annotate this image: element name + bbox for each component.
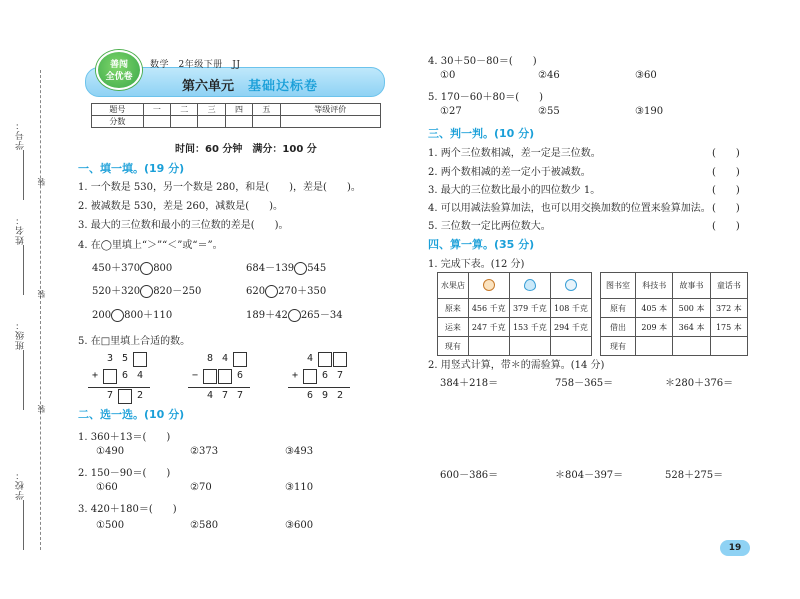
s4-q2: 2. 用竖式计算，带＊的需验算。(14 分)	[428, 360, 605, 371]
unit-title: 第六单元	[182, 79, 235, 94]
fill-box[interactable]	[203, 369, 217, 384]
student-no-line	[23, 150, 24, 200]
option[interactable]: ②46	[538, 70, 560, 81]
pear-icon	[524, 279, 536, 291]
book-table-header: 童话书	[710, 273, 747, 299]
option[interactable]: ③600	[285, 520, 314, 531]
digit: 6	[321, 370, 329, 381]
fruit-cell: 153 千克	[509, 318, 550, 337]
section1-title: 一、填一填。(19 分)	[78, 162, 185, 175]
calc-item: ＊804－397＝	[555, 470, 624, 481]
compare-circle[interactable]	[140, 262, 153, 275]
book-cell: 原有	[601, 299, 636, 318]
fruit-cell: 379 千克	[509, 299, 550, 318]
judge-answer[interactable]: ( )	[712, 203, 740, 214]
fill-box[interactable]	[118, 389, 132, 404]
compare-item: 520＋320 820－250	[92, 286, 202, 297]
school-line	[23, 500, 24, 550]
score-table	[91, 103, 381, 128]
calc-item: ＊280＋376＝	[665, 378, 734, 389]
book-table-header: 图书室	[601, 273, 636, 299]
judge-item: 1. 两个三位数相减，差一定是三位数。	[428, 148, 601, 159]
book-table-header: 故事书	[673, 273, 710, 299]
fruit-cell: 247 千克	[468, 318, 509, 337]
option[interactable]: ②373	[190, 446, 219, 457]
compare-item: 189＋42 265－34	[246, 310, 343, 321]
option[interactable]: ③493	[285, 446, 314, 457]
book-cell: 209 本	[636, 318, 673, 337]
fruit-table	[437, 272, 592, 356]
score-header-cell: 一	[143, 104, 170, 116]
s2-q3: 3. 420＋180＝( )	[78, 504, 177, 515]
compare-item: 684－139 545	[246, 263, 327, 274]
class-label: 班级：	[16, 320, 26, 350]
student-no-label: 学号：	[16, 120, 26, 150]
unit-subtitle: 基础达标卷	[248, 79, 319, 94]
vertical-sum	[288, 352, 358, 406]
digit: 6	[306, 390, 314, 401]
score-header-cell: 四	[225, 104, 252, 116]
score-input-cell[interactable]	[198, 116, 225, 128]
calc-item: 758－365＝	[555, 378, 614, 389]
compare-circle[interactable]	[265, 285, 278, 298]
fruit-cell: 456 千克	[468, 299, 509, 318]
option[interactable]: ②70	[190, 482, 212, 493]
compare-item: 620 270＋350	[246, 286, 327, 297]
time-info: 时间：60 分钟 满分：100 分	[175, 144, 317, 155]
melon-icon	[565, 279, 577, 291]
fruit-answer-cell[interactable]	[509, 337, 550, 356]
score-input-cell[interactable]	[280, 116, 380, 128]
digit: 4	[206, 390, 214, 401]
digit: 9	[321, 390, 329, 401]
binding-line	[40, 70, 41, 550]
digit: 5	[121, 353, 129, 364]
name-line	[23, 245, 24, 295]
s4-q1: 1. 完成下表。(12 分)	[428, 259, 525, 270]
digit: 7	[221, 390, 229, 401]
judge-item: 2. 两个数相减的差一定小于被减数。	[428, 167, 591, 178]
apple-icon	[483, 279, 495, 291]
score-header-cell: 等级评价	[280, 104, 380, 116]
s2-q5: 5. 170－60＋80＝( )	[428, 92, 544, 103]
book-meta: 数学 2年级下册 JJ	[150, 60, 241, 70]
school-label: 学校：	[16, 470, 26, 500]
compare-circle[interactable]	[294, 262, 307, 275]
fruit-cell: 294 千克	[550, 318, 591, 337]
score-header-cell: 二	[171, 104, 198, 116]
digit: 3	[106, 353, 114, 364]
s1-q4: 4. 在◯里填上“＞”“＜”或“＝”。	[78, 240, 223, 251]
digit: 7	[236, 390, 244, 401]
sum-line	[288, 387, 350, 388]
book-cell: 372 本	[710, 299, 747, 318]
option[interactable]: ②580	[190, 520, 219, 531]
binding-mark: 装	[37, 290, 46, 298]
digit: 7	[336, 370, 344, 381]
score-input-cell[interactable]	[253, 116, 280, 128]
digit: 7	[106, 390, 114, 401]
s1-q5: 5. 在□里填上合适的数。	[78, 336, 191, 347]
book-cell: 500 本	[673, 299, 710, 318]
fill-box[interactable]	[333, 352, 347, 367]
s1-q2: 2. 被减数是 530，差是 260，减数是( )。	[78, 201, 284, 212]
score-label-cell: 分数	[92, 116, 144, 128]
digit: +	[91, 370, 99, 381]
score-input-cell[interactable]	[225, 116, 252, 128]
judge-item: 3. 最大的三位数比最小的四位数少 1。	[428, 185, 601, 196]
option[interactable]: ①500	[96, 520, 125, 531]
judge-answer[interactable]: ( )	[712, 221, 740, 232]
option[interactable]: ①60	[96, 482, 118, 493]
book-answer-cell[interactable]	[673, 337, 710, 356]
judge-item: 5. 三位数一定比两位数大。	[428, 221, 551, 232]
book-table-header: 科技书	[636, 273, 673, 299]
score-header-cell: 题号	[92, 104, 144, 116]
score-header-cell: 三	[198, 104, 225, 116]
calc-item: 528＋275＝	[665, 470, 724, 481]
digit: 4	[221, 353, 229, 364]
brand-logo: 善闯 全优卷	[96, 50, 142, 90]
compare-item: 200 800＋110	[92, 310, 173, 321]
fill-box[interactable]	[318, 352, 332, 367]
fruit-cell: 现有	[438, 337, 469, 356]
fruit-table-header	[550, 273, 591, 299]
option[interactable]: ③60	[635, 70, 657, 81]
section3-title: 三、判一判。(10 分)	[428, 127, 535, 140]
option[interactable]: ①0	[440, 70, 456, 81]
s2-q1: 1. 360＋13＝( )	[78, 432, 171, 443]
class-line	[23, 350, 24, 410]
judge-answer[interactable]: ( )	[712, 185, 740, 196]
vertical-sum	[188, 352, 258, 406]
section4-title: 四、算一算。(35 分)	[428, 238, 535, 251]
binding-mark: 装	[37, 178, 46, 186]
digit: 2	[136, 390, 144, 401]
fruit-cell: 运来	[438, 318, 469, 337]
fill-box[interactable]	[103, 369, 117, 384]
book-cell: 405 本	[636, 299, 673, 318]
digit: −	[191, 370, 199, 381]
calc-item: 384＋218＝	[440, 378, 499, 389]
digit: 4	[136, 370, 144, 381]
compare-circle[interactable]	[140, 285, 153, 298]
fruit-cell: 原来	[438, 299, 469, 318]
page-number: 19	[720, 540, 750, 556]
compare-circle[interactable]	[111, 309, 124, 322]
section2-title: 二、选一选。(10 分)	[78, 408, 185, 421]
fill-box[interactable]	[233, 352, 247, 367]
s1-q3: 3. 最大的三位数和最小的三位数的差是( )。	[78, 220, 289, 231]
fruit-answer-cell[interactable]	[468, 337, 509, 356]
judge-answer[interactable]: ( )	[712, 148, 740, 159]
fruit-table-header	[468, 273, 509, 299]
digit: 6	[121, 370, 129, 381]
fill-box[interactable]	[303, 369, 317, 384]
option[interactable]: ③110	[285, 482, 314, 493]
sum-line	[188, 387, 250, 388]
digit: 8	[206, 353, 214, 364]
book-cell: 现有	[601, 337, 636, 356]
vertical-sum	[88, 352, 158, 406]
judge-item: 4. 可以用减法验算加法，也可以用交换加数的位置来验算加法。	[428, 203, 711, 214]
book-cell: 借出	[601, 318, 636, 337]
book-cell: 175 本	[710, 318, 747, 337]
option[interactable]: ②55	[538, 106, 560, 117]
binding-mark: 装	[37, 405, 46, 413]
compare-item: 450＋370 800	[92, 263, 173, 274]
book-cell: 364 本	[673, 318, 710, 337]
digit: 4	[306, 353, 314, 364]
score-header-cell: 五	[253, 104, 280, 116]
fill-box[interactable]	[133, 352, 147, 367]
judge-answer[interactable]: ( )	[712, 167, 740, 178]
book-answer-cell[interactable]	[710, 337, 747, 356]
calc-item: 600－386＝	[440, 470, 499, 481]
fruit-table-header	[509, 273, 550, 299]
option[interactable]: ①27	[440, 106, 462, 117]
digit: 2	[336, 390, 344, 401]
fruit-cell: 108 千克	[550, 299, 591, 318]
fruit-table-corner: 水果店	[438, 273, 469, 299]
s2-q4: 4. 30＋50－80＝( )	[428, 56, 537, 67]
score-input-cell[interactable]	[171, 116, 198, 128]
digit: 6	[236, 370, 244, 381]
book-answer-cell[interactable]	[636, 337, 673, 356]
sum-line	[88, 387, 150, 388]
fill-box[interactable]	[218, 369, 232, 384]
s1-q1: 1. 一个数是 530，另一个数是 280，和是( )，差是( )。	[78, 182, 361, 193]
score-input-cell[interactable]	[143, 116, 170, 128]
fruit-answer-cell[interactable]	[550, 337, 591, 356]
option[interactable]: ③190	[635, 106, 664, 117]
book-table	[600, 272, 748, 356]
option[interactable]: ①490	[96, 446, 125, 457]
compare-circle[interactable]	[288, 309, 301, 322]
name-label: 姓名：	[16, 215, 26, 245]
digit: +	[291, 370, 299, 381]
s2-q2: 2. 150－90＝( )	[78, 468, 171, 479]
